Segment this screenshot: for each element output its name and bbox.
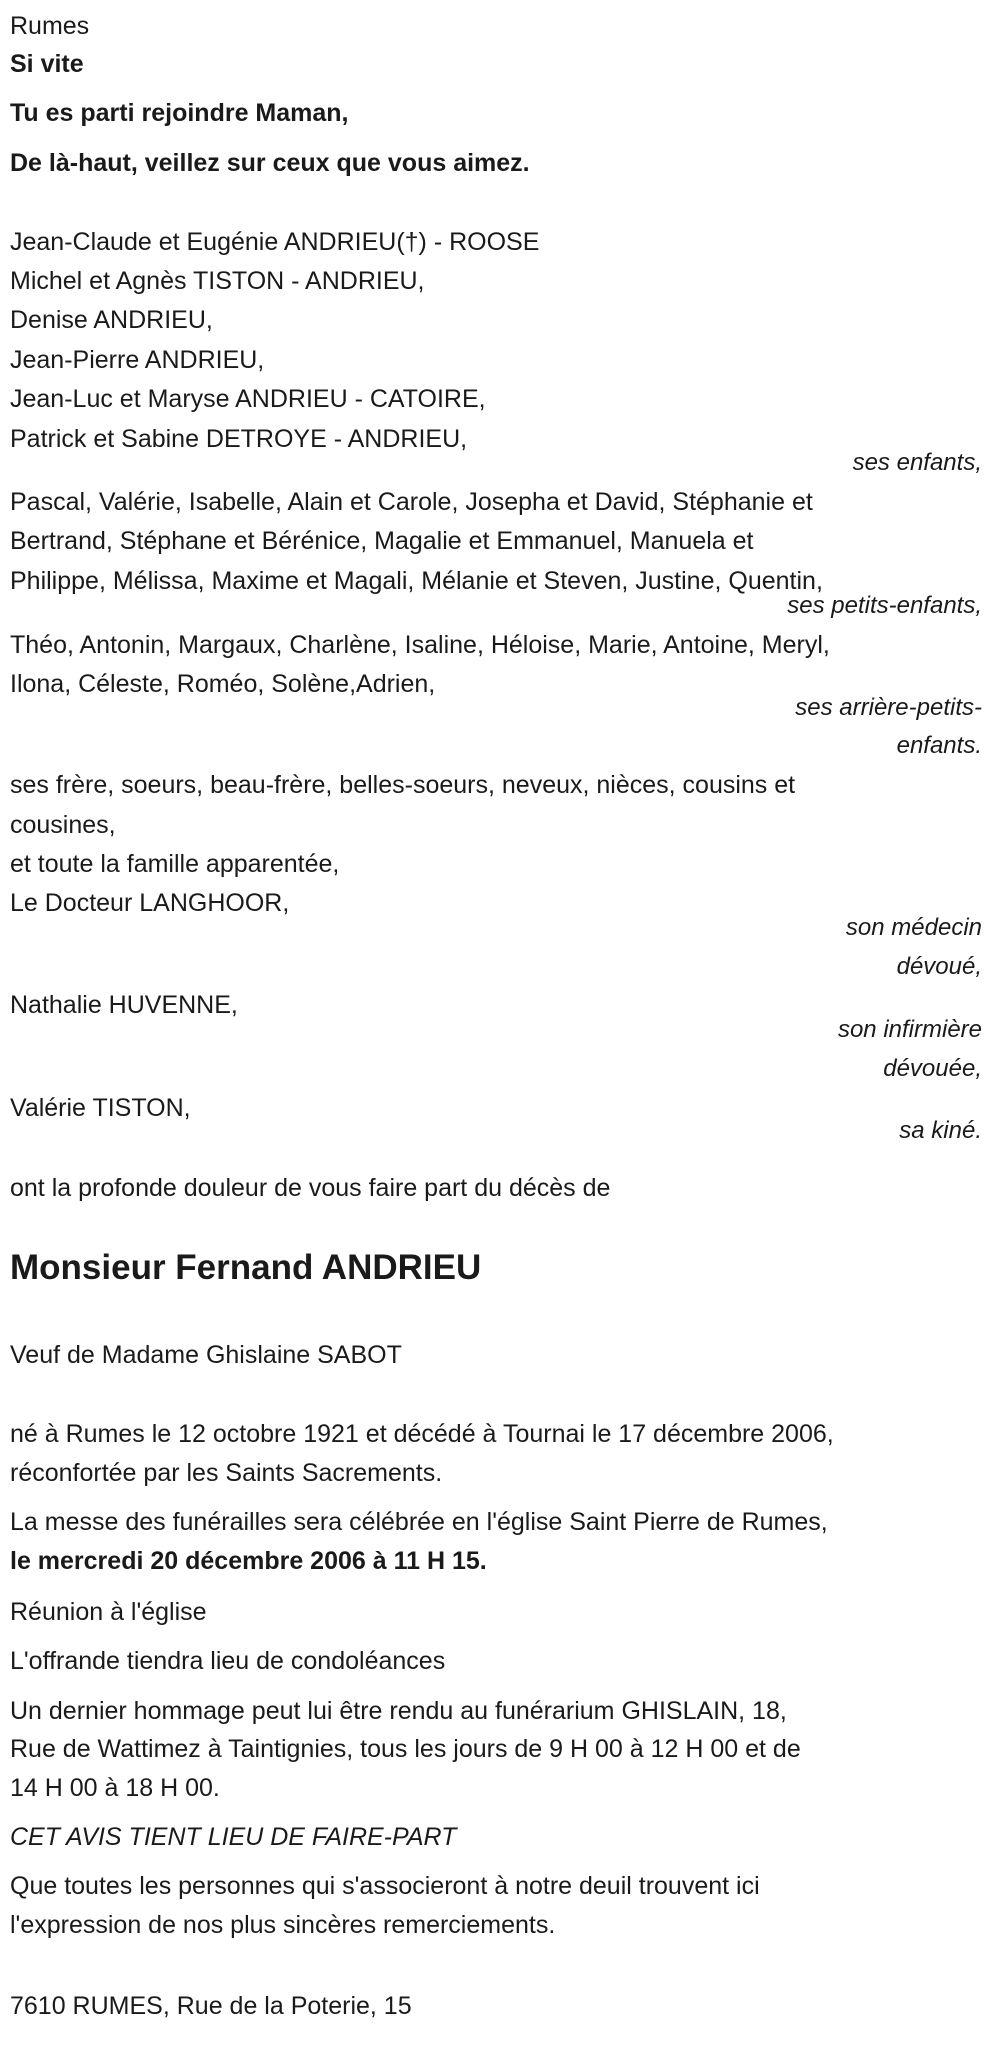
mass-date: le mercredi 20 décembre 2006 à 11 H 15.: [10, 1547, 487, 1575]
family-line: et toute la famille apparentée,: [10, 850, 340, 878]
great-grandchildren-line: Ilona, Céleste, Roméo, Solène,Adrien,: [10, 670, 436, 698]
nurse-label: dévouée,: [883, 1055, 982, 1082]
offering: L'offrande tiendra lieu de condoléances: [10, 1647, 446, 1675]
doctor-label: dévoué,: [896, 953, 982, 980]
thanks-line: Que toutes les personnes qui s'associeront à notre deuil trouvent ici: [10, 1872, 760, 1900]
poem-line: De là-haut, veillez sur ceux que vous aimez.: [10, 149, 530, 177]
tribute-line: Rue de Wattimez à Taintignies, tous les jours de 9 H 00 à 12 H 00 et de: [10, 1735, 801, 1763]
grandchildren-line: Pascal, Valérie, Isabelle, Alain et Carole, Josepha et David, Stéphanie et: [10, 488, 813, 516]
child: Patrick et Sabine DETROYE - ANDRIEU,: [10, 425, 468, 453]
child: Jean-Claude et Eugénie ANDRIEU(†) - ROOSE: [10, 228, 540, 256]
doctor-label: son médecin: [845, 914, 982, 941]
birth-death-line: réconfortée par les Saints Sacrements.: [10, 1459, 443, 1487]
nurse-label: son infirmière: [837, 1016, 982, 1043]
tribute-line: Un dernier hommage peut lui être rendu au funérarium GHISLAIN, 18,: [10, 1697, 787, 1725]
doctor: Le Docteur LANGHOOR,: [10, 889, 290, 917]
notice: CET AVIS TIENT LIEU DE FAIRE-PART: [10, 1823, 457, 1851]
nurse: Nathalie HUVENNE,: [10, 991, 238, 1019]
place: Rumes: [10, 12, 90, 40]
mass: La messe des funérailles sera célébrée en l'église Saint Pierre de Rumes,: [10, 1508, 828, 1536]
child: Denise ANDRIEU,: [10, 306, 213, 334]
family-line: cousines,: [10, 811, 116, 839]
child: Michel et Agnès TISTON - ANDRIEU,: [10, 267, 425, 295]
physio-label: sa kiné.: [899, 1117, 982, 1144]
thanks-line: l'expression de nos plus sincères remerciements.: [10, 1911, 556, 1939]
birth-death-line: né à Rumes le 12 octobre 1921 et décédé à Tournai le 17 décembre 2006,: [10, 1420, 834, 1448]
child: Jean-Pierre ANDRIEU,: [10, 346, 265, 374]
poem-line: Si vite: [10, 50, 84, 78]
great-grandchildren-label: enfants.: [896, 732, 982, 759]
physio: Valérie TISTON,: [10, 1094, 191, 1122]
grandchildren-line: Bertrand, Stéphane et Bérénice, Magalie et Emmanuel, Manuela et: [10, 527, 754, 555]
deceased-name: Monsieur Fernand ANDRIEU: [10, 1248, 482, 1287]
child: Jean-Luc et Maryse ANDRIEU - CATOIRE,: [10, 385, 486, 413]
children-label: ses enfants,: [852, 449, 982, 476]
great-grandchildren-label: ses arrière-petits-: [795, 694, 982, 721]
grandchildren-label: ses petits-enfants,: [787, 592, 982, 619]
widower: Veuf de Madame Ghislaine SABOT: [10, 1341, 402, 1369]
poem-line: Tu es parti rejoindre Maman,: [10, 99, 349, 127]
address: 7610 RUMES, Rue de la Poterie, 15: [10, 1992, 412, 2020]
announcement: ont la profonde douleur de vous faire part du décès de: [10, 1174, 611, 1202]
family-line: ses frère, soeurs, beau-frère, belles-soeurs, neveux, nièces, cousins et: [10, 771, 796, 799]
great-grandchildren-line: Théo, Antonin, Margaux, Charlène, Isaline, Héloise, Marie, Antoine, Meryl,: [10, 631, 830, 659]
grandchildren-line: Philippe, Mélissa, Maxime et Magali, Mélanie et Steven, Justine, Quentin,: [10, 567, 823, 595]
meeting: Réunion à l'église: [10, 1598, 207, 1626]
tribute-line: 14 H 00 à 18 H 00.: [10, 1774, 220, 1802]
